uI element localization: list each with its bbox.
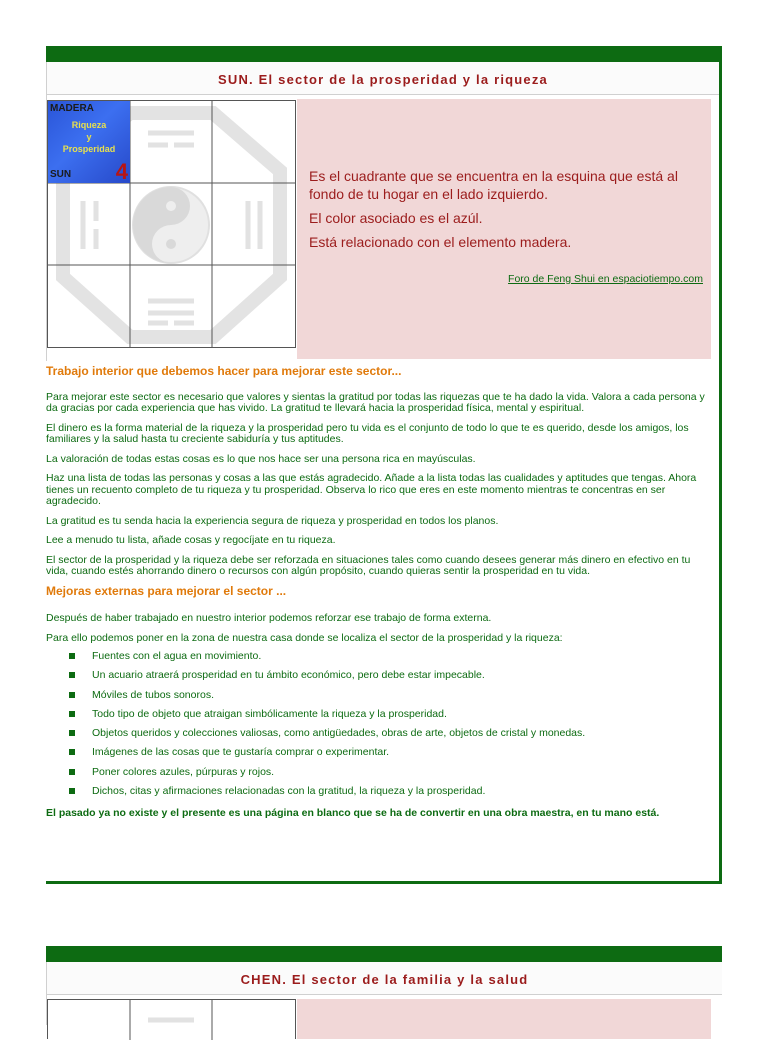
intro-paragraph: El color asociado es el azúl. [309, 210, 483, 226]
list-item [46, 746, 712, 765]
list-item [46, 785, 712, 804]
improvement-list [46, 650, 712, 804]
cell-caption-line: y [86, 132, 92, 142]
cell-number: 4 [115, 159, 128, 184]
list-item-text: Fuentes con el agua en movimiento. [92, 650, 262, 662]
list-item-text: Móviles de tubos sonoros. [92, 688, 214, 701]
body-paragraph: La valoración de todas estas cosas es lo que nos hace ser una persona rica en mayúsculas. [46, 452, 476, 465]
heading-inner-work: Trabajo interior que debemos hacer para mejorar este sector... [46, 364, 402, 378]
list-item-text: Objetos queridos y colecciones valiosas, como antigüedades, obras de arte, objetos de cristal y monedas. [92, 727, 586, 740]
list-item [46, 708, 712, 727]
forum-link[interactable]: Foro de Feng Shui en espaciotiempo.com [508, 273, 703, 285]
list-item-text: Dichos, citas y afirmaciones relacionadas con la gratitud, la riqueza y la prosperidad. [92, 785, 486, 798]
heading-external: Mejoras externas para mejorar el sector ... [46, 583, 287, 598]
cell-caption-line: Riqueza [71, 120, 107, 130]
bullet-square-icon [69, 653, 75, 659]
list-item [46, 689, 712, 708]
list-item [46, 766, 712, 785]
intro-panel [297, 999, 711, 1039]
list-item [46, 650, 712, 669]
bullet-square-icon [69, 711, 75, 717]
section-sun-card [46, 46, 722, 884]
cell-caption-line: Prosperidad [62, 144, 116, 154]
bullet-square-icon [69, 730, 75, 736]
intro-paragraph: Está relacionado con el elemento madera. [309, 234, 572, 250]
body-paragraph: Lee a menudo tu lista, añade cosas y regocíjate en tu riqueza. [46, 534, 336, 546]
body-paragraph: El sector de la prosperidad y la riqueza debe ser reforzada en situaciones tales como cuando desees generar más dinero en efectivo en tu vida, cuando estés ahorrando dinero o recursos con algún propósito, cuando quieras sentir la prosperidad en tu vida. [46, 553, 691, 577]
intro-text [309, 167, 709, 257]
body-paragraph: Para mejorar este sector es necesario que valores y sientas la gratitud por todas las riquezas que te ha dado la vida. Valora a cada persona y da gracias por cada experiencia que has vivido. La gratitud te llevará hacia la prosperidad física, mental y espiritual. [46, 390, 705, 414]
list-item-text: Imágenes de las cosas que te gustaría comprar o experimentar. [92, 746, 390, 759]
body-paragraph: Haz una lista de todas las personas y cosas a las que estás agradecido. Añade a la lista todas las cualidades y aptitudes que tengas. Ahora tienes un recuento completo de tu riqueza y tu prosperidad. Observa lo rico que eres en este momento mientras te concentras en ser agradecido. [46, 472, 697, 507]
cell-caption [48, 119, 130, 155]
body-paragraph: La gratitud es tu senda hacia la experiencia segura de riqueza y prosperidad en todos los planos. [46, 514, 499, 527]
body-paragraph: El dinero es la forma material de la riqueza y la prosperidad pero tu vida es el conjunto de todo lo que te es querido, desde los amigos, los familiares y la salud hasta tu creciente sabiduría y tus aptitudes. [46, 421, 689, 445]
intro-area [46, 995, 722, 1025]
bagua-grid [47, 100, 296, 348]
bullet-square-icon [69, 692, 75, 698]
list-item [46, 669, 712, 688]
intro-area [46, 95, 719, 361]
body-paragraph: Después de haber trabajado en nuestro interior podemos reforzar ese trabajo de forma externa. [46, 612, 492, 624]
section-top-bar [46, 946, 722, 962]
cell-name: SUN [50, 169, 72, 180]
intro-paragraph: Es el cuadrante que se encuentra en la esquina que está al fondo de tu hogar en el lado izquierdo. [309, 168, 678, 202]
section-top-bar [46, 46, 719, 62]
section-chen-card [46, 946, 722, 1024]
cell-element: MADERA [50, 103, 94, 114]
bagua-background-icon [48, 1000, 295, 1040]
bullet-square-icon [69, 672, 75, 678]
body-paragraph: Para ello podemos poner en la zona de nuestra casa donde se localiza el sector de la prosperidad y la riqueza: [46, 631, 563, 644]
bullet-square-icon [69, 788, 75, 794]
section-title: CHEN. El sector de la familia y la salud [46, 962, 722, 995]
list-item-text: Un acuario atraerá prosperidad en tu ámbito económico, pero debe estar impecable. [92, 669, 485, 682]
sun-cell [48, 101, 130, 183]
bullet-square-icon [69, 749, 75, 755]
closing-quote: El pasado ya no existe y el presente es una página en blanco que se ha de convertir en una obra maestra, en tu mano está. [46, 807, 660, 820]
article-body [46, 362, 712, 828]
list-item-text: Todo tipo de objeto que atraigan simbólicamente la riqueza y la prosperidad. [92, 707, 447, 720]
bullet-square-icon [69, 769, 75, 775]
bagua-grid [47, 999, 296, 1039]
list-item [46, 727, 712, 746]
section-title: SUN. El sector de la prosperidad y la riqueza [46, 62, 719, 95]
list-item-text: Poner colores azules, púrpuras y rojos. [92, 765, 275, 778]
